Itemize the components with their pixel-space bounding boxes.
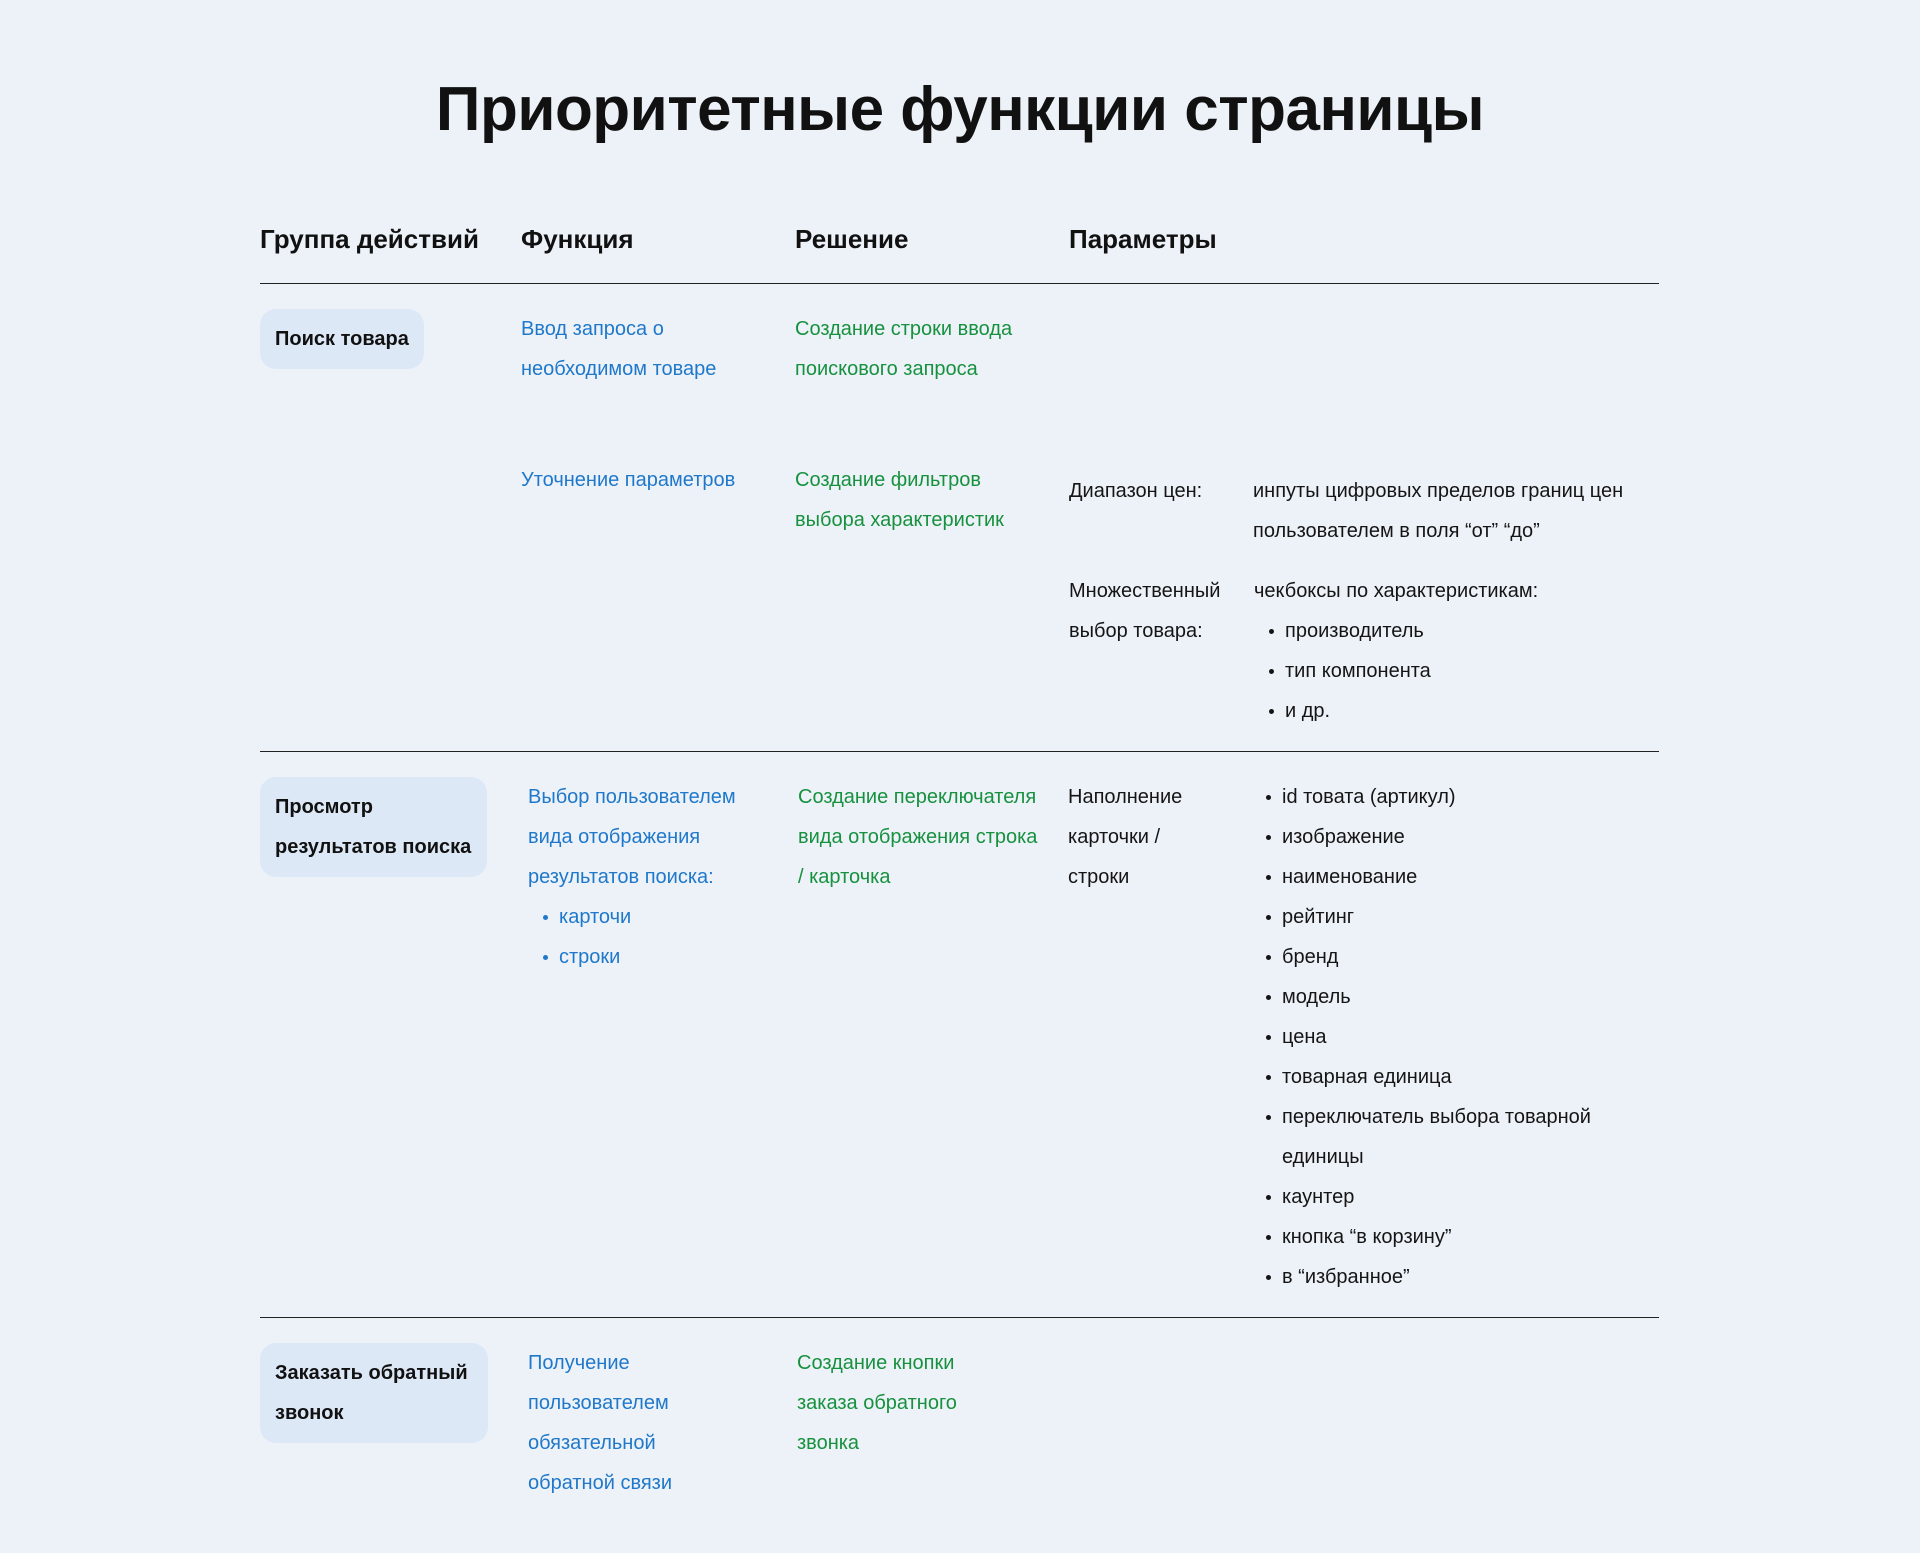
list-item: изображение bbox=[1262, 817, 1662, 857]
param-label-price-range: Диапазон цен: bbox=[1069, 480, 1203, 502]
param-label-card-content: Наполнение карточки / строки bbox=[1068, 786, 1183, 888]
row-divider-1 bbox=[260, 751, 1659, 752]
function-view-mode-list bbox=[539, 897, 763, 977]
list-item: производитель bbox=[1265, 611, 1654, 651]
list-item: строки bbox=[539, 937, 763, 977]
param-card-content-list bbox=[1262, 777, 1662, 1297]
page-title: Приоритетные функции страницы bbox=[435, 75, 1485, 144]
group-pill-search: Поиск товара bbox=[260, 309, 424, 369]
list-item: и др. bbox=[1265, 691, 1654, 731]
list-item: рейтинг bbox=[1262, 897, 1662, 937]
list-item: id товата (артикул) bbox=[1262, 777, 1662, 817]
param-value-checkboxes bbox=[1254, 571, 1654, 731]
solution-search-input: Создание строки ввода поискового запроса bbox=[795, 318, 1013, 380]
header-params: Параметры bbox=[1069, 224, 1217, 254]
group-pill-results: Просмотр результатов поиска bbox=[260, 777, 487, 877]
param-label-multi-select: Множественный выбор товара: bbox=[1069, 580, 1221, 642]
function-refine-params: Уточнение параметров bbox=[521, 469, 736, 491]
group-pill-callback: Заказать обратный звонок bbox=[260, 1343, 488, 1443]
header-solution: Решение bbox=[795, 224, 909, 254]
header-function: Функция bbox=[521, 224, 634, 254]
list-item: тип компонента bbox=[1265, 651, 1654, 691]
list-item: наименование bbox=[1262, 857, 1662, 897]
param-value-price-range: инпуты цифровых пределов границ цен пользователем в поля “от” “до” bbox=[1253, 480, 1624, 542]
header-divider bbox=[260, 283, 1659, 284]
list-item: каунтер bbox=[1262, 1177, 1662, 1217]
row-divider-2 bbox=[260, 1317, 1659, 1318]
solution-callback-button: Создание кнопки заказа обратного звонка bbox=[797, 1352, 957, 1454]
header-group: Группа действий bbox=[260, 224, 479, 254]
function-callback: Получение пользователем обязательной обратной связи bbox=[528, 1352, 673, 1494]
param-checkbox-list bbox=[1265, 611, 1654, 731]
function-search-query: Ввод запроса о необходимом товаре bbox=[521, 318, 717, 380]
function-view-mode bbox=[528, 777, 763, 977]
list-item: модель bbox=[1262, 977, 1662, 1017]
list-item: переключатель выбора товарной единицы bbox=[1262, 1097, 1662, 1177]
solution-filters: Создание фильтров выбора характеристик bbox=[795, 469, 1004, 531]
list-item: товарная единица bbox=[1262, 1057, 1662, 1097]
list-item: кнопка “в корзину” bbox=[1262, 1217, 1662, 1257]
param-checkboxes-intro: чекбоксы по характеристикам: bbox=[1254, 580, 1539, 602]
list-item: карточи bbox=[539, 897, 763, 937]
card-fields-list bbox=[1262, 777, 1662, 1297]
list-item: в “избранное” bbox=[1262, 1257, 1662, 1297]
list-item: бренд bbox=[1262, 937, 1662, 977]
function-view-mode-text: Выбор пользователем вида отображения результатов поиска: bbox=[528, 786, 736, 888]
list-item: цена bbox=[1262, 1017, 1662, 1057]
solution-view-switcher: Создание переключателя вида отображения строка / карточка bbox=[798, 786, 1038, 888]
